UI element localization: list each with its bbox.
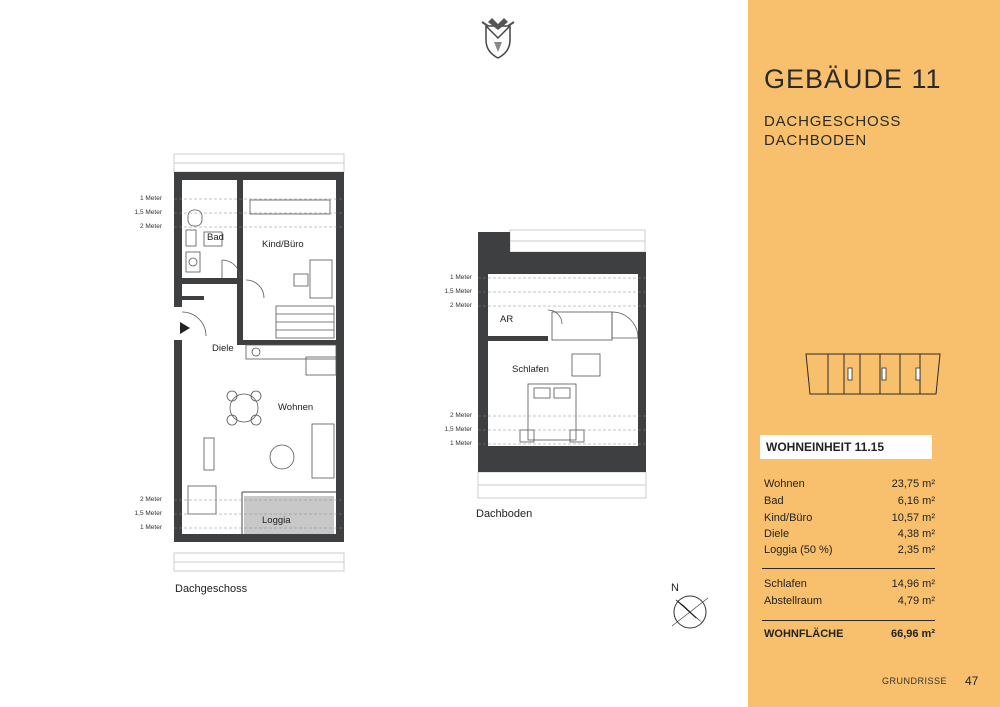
fixtures-dachgeschoss xyxy=(182,200,336,514)
area-name: Loggia (50 %) xyxy=(764,544,833,556)
total-label: WOHNFLÄCHE xyxy=(764,628,844,640)
meter-mark: 2 Meter xyxy=(139,496,162,503)
area-value: 14,96 m² xyxy=(891,578,935,590)
room-diele: Diele xyxy=(212,343,234,354)
area-value: 4,38 m² xyxy=(897,528,935,540)
area-name: Abstellraum xyxy=(764,595,823,607)
room-kind-buero: Kind/Büro xyxy=(262,239,304,250)
footer-section-label: GRUNDRISSE xyxy=(882,676,948,686)
area-row xyxy=(764,478,935,494)
total-value: 66,96 m² xyxy=(890,628,935,640)
caption-dachgeschoss: Dachgeschoss xyxy=(175,583,248,595)
area-value: 23,75 m² xyxy=(891,478,935,490)
room-wohnen: Wohnen xyxy=(278,402,314,413)
area-name: Bad xyxy=(764,495,784,507)
meter-mark: 1,5 Meter xyxy=(444,426,472,433)
area-row xyxy=(764,495,935,511)
meter-mark: 1 Meter xyxy=(449,440,472,447)
crest-logo xyxy=(482,18,514,58)
area-value: 2,35 m² xyxy=(897,544,935,556)
attic-area-row xyxy=(764,578,935,594)
roof-tiles-top xyxy=(174,154,344,172)
area-row xyxy=(764,544,935,560)
area-value: 4,79 m² xyxy=(897,595,935,607)
area-name: Diele xyxy=(764,528,790,540)
meter-mark: 1,5 Meter xyxy=(444,288,472,295)
caption-dachboden: Dachboden xyxy=(476,508,533,520)
fixtures-dachboden xyxy=(520,310,638,442)
area-row xyxy=(764,528,935,544)
walls-dachboden xyxy=(478,232,646,472)
floor-label: DACHGESCHOSS xyxy=(764,113,902,130)
room-bad: Bad xyxy=(207,232,224,243)
area-name: Wohnen xyxy=(764,478,805,490)
divider xyxy=(762,620,935,621)
area-row xyxy=(764,512,935,528)
room-schlafen: Schlafen xyxy=(512,364,549,375)
building-title: GEBÄUDE 11 xyxy=(764,64,942,94)
meter-mark: 2 Meter xyxy=(139,223,162,230)
area-name: Schlafen xyxy=(764,578,807,590)
total-row xyxy=(764,628,935,644)
unit-label-box xyxy=(760,435,932,459)
building-unit-keyplan xyxy=(804,352,944,396)
divider xyxy=(762,568,935,569)
attic-area-row xyxy=(764,595,935,611)
room-ar: AR xyxy=(500,314,514,325)
info-sidebar xyxy=(748,0,1000,707)
page-number: 47 xyxy=(965,674,979,688)
roof-slope-lines xyxy=(174,199,344,528)
area-value: 10,57 m² xyxy=(891,512,935,524)
meter-mark: 1,5 Meter xyxy=(134,209,162,216)
unit-label: WOHNEINHEIT 11.15 xyxy=(766,440,885,454)
room-loggia: Loggia xyxy=(262,515,291,526)
meter-mark: 2 Meter xyxy=(449,412,472,419)
meter-mark: 1 Meter xyxy=(139,195,162,202)
entry-arrow xyxy=(180,322,190,334)
meter-mark: 1 Meter xyxy=(139,524,162,531)
dachboden-slope-lines xyxy=(478,278,646,444)
compass-north-label: N xyxy=(671,582,679,594)
meter-mark: 1 Meter xyxy=(449,274,472,281)
roof-tiles-bottom xyxy=(174,553,344,571)
area-value: 6,16 m² xyxy=(897,495,935,507)
meter-mark: 2 Meter xyxy=(449,302,472,309)
compass xyxy=(672,596,708,628)
meter-mark: 1,5 Meter xyxy=(134,510,162,517)
floor-label: DACHBODEN xyxy=(764,132,868,149)
area-name: Kind/Büro xyxy=(764,512,813,524)
